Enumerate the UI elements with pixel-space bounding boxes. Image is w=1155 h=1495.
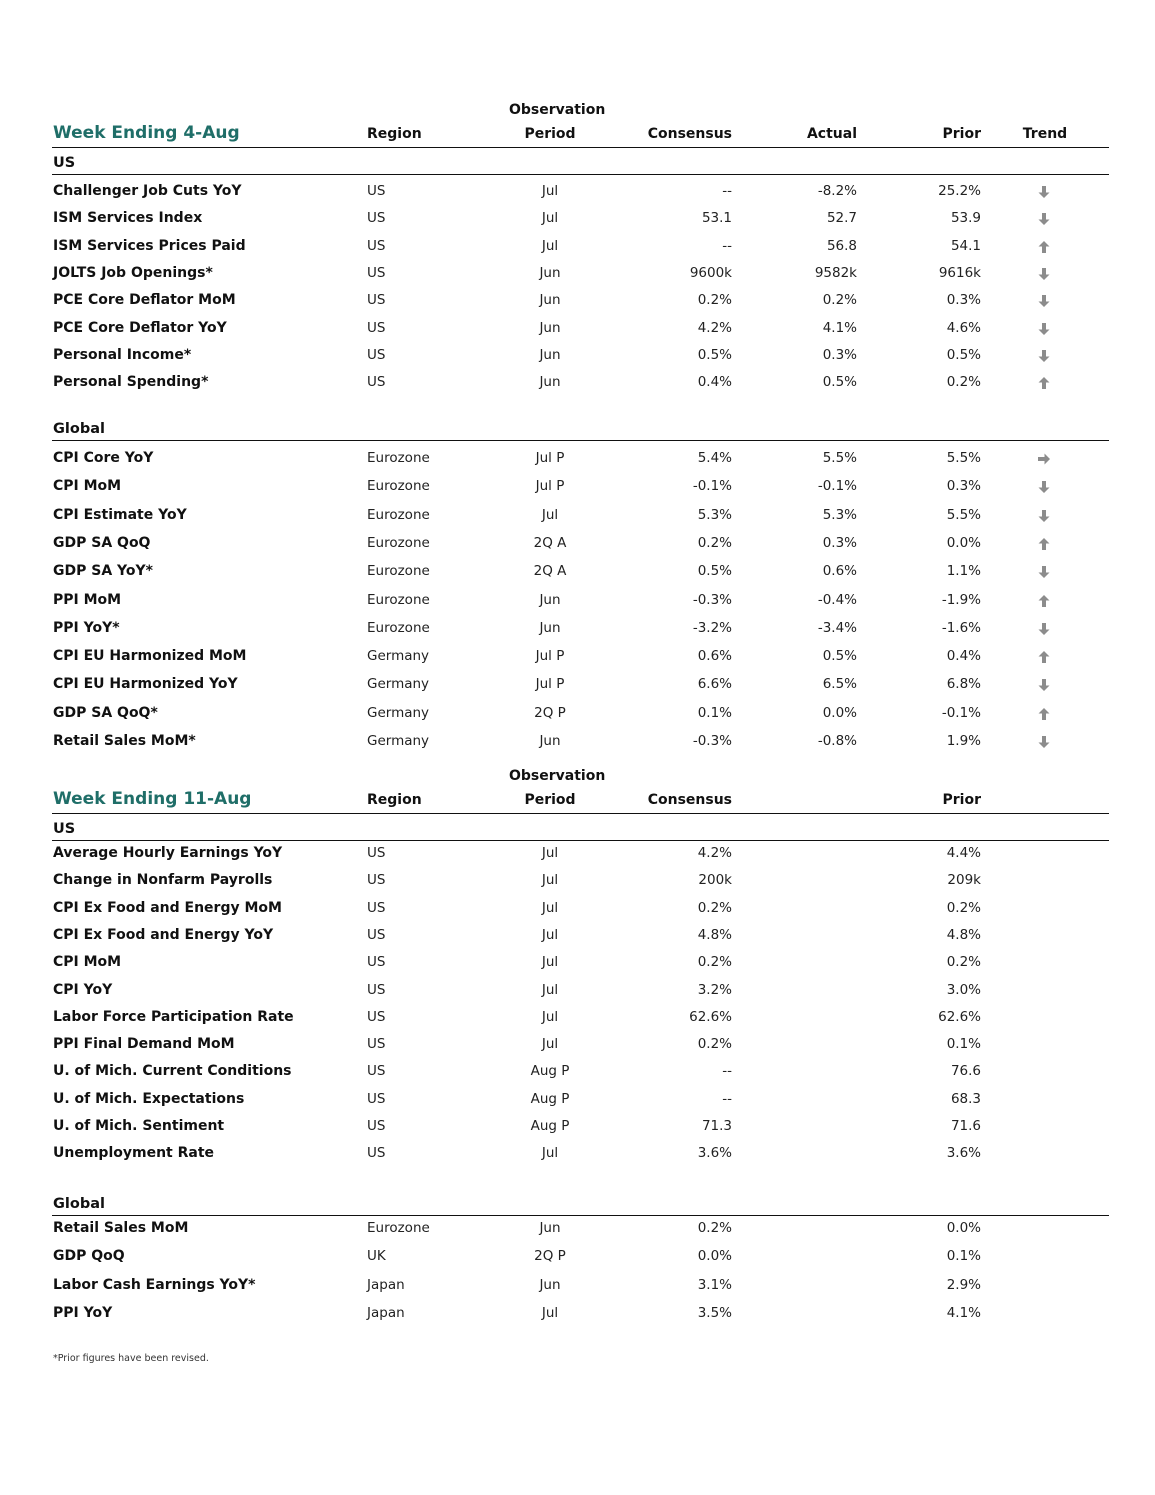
actual-cell: -0.4% xyxy=(817,592,857,608)
actual-cell: -3.4% xyxy=(817,620,857,636)
s1-header-prior: Prior xyxy=(942,126,981,142)
s2-group-us-label: US xyxy=(53,821,76,837)
region-cell: Eurozone xyxy=(367,563,430,579)
consensus-cell: 4.2% xyxy=(697,320,732,336)
actual-cell: -0.1% xyxy=(817,478,857,494)
consensus-cell: 0.2% xyxy=(697,535,732,551)
indicator-name: U. of Mich. Sentiment xyxy=(53,1118,225,1134)
prior-cell: 0.3% xyxy=(946,478,981,494)
region-cell: Eurozone xyxy=(367,620,430,636)
indicator-name: Challenger Job Cuts YoY xyxy=(53,183,242,199)
indicator-name: CPI EU Harmonized MoM xyxy=(53,648,247,664)
s1-header-actual: Actual xyxy=(806,126,857,142)
s2-header-prior: Prior xyxy=(942,792,981,808)
trend-down-arrow-icon xyxy=(1037,508,1051,522)
period-cell: Jun xyxy=(539,733,561,749)
period-cell: 2Q P xyxy=(534,1248,566,1264)
period-cell: 2Q A xyxy=(533,535,567,551)
trend-down-arrow-icon xyxy=(1037,321,1051,335)
consensus-cell: 4.2% xyxy=(697,845,732,861)
prior-cell: 71.6 xyxy=(950,1118,981,1134)
period-cell: Jul P xyxy=(535,478,565,494)
indicator-name: Retail Sales MoM* xyxy=(53,733,196,749)
s2-group-global-rule xyxy=(52,1215,1109,1216)
prior-cell: -1.6% xyxy=(941,620,981,636)
consensus-cell: 0.2% xyxy=(697,900,732,916)
period-cell: Jul xyxy=(541,927,559,943)
consensus-cell: 5.3% xyxy=(697,507,732,523)
consensus-cell: 3.1% xyxy=(697,1277,732,1293)
consensus-cell: 0.0% xyxy=(697,1248,732,1264)
prior-cell: 5.5% xyxy=(946,507,981,523)
consensus-cell: 3.5% xyxy=(697,1305,732,1321)
period-cell: Jul xyxy=(541,210,559,226)
actual-cell: 4.1% xyxy=(822,320,857,336)
indicator-name: Retail Sales MoM xyxy=(53,1220,189,1236)
prior-cell: 209k xyxy=(947,872,981,888)
prior-cell: 9616k xyxy=(938,265,981,281)
prior-cell: 76.6 xyxy=(950,1063,981,1079)
s2-header-region: Region xyxy=(367,792,422,808)
s1-group-us-rule xyxy=(52,174,1109,175)
region-cell: US xyxy=(367,1145,386,1161)
consensus-cell: 0.1% xyxy=(697,705,732,721)
consensus-cell: -- xyxy=(722,1091,732,1107)
s2-group-us-rule xyxy=(52,840,1109,841)
period-cell: Jul xyxy=(541,845,559,861)
prior-cell: 0.2% xyxy=(946,374,981,390)
period-cell: Jul xyxy=(541,982,559,998)
indicator-name: U. of Mich. Expectations xyxy=(53,1091,245,1107)
region-cell: Japan xyxy=(367,1305,405,1321)
period-cell: Jul xyxy=(541,1305,559,1321)
trend-down-arrow-icon xyxy=(1037,348,1051,362)
prior-cell: 2.9% xyxy=(946,1277,981,1293)
trend-down-arrow-icon xyxy=(1037,266,1051,280)
prior-cell: 0.0% xyxy=(946,535,981,551)
footnote: *Prior figures have been revised. xyxy=(53,1353,209,1364)
prior-cell: 0.1% xyxy=(946,1036,981,1052)
trend-right-arrow-icon xyxy=(1037,451,1051,465)
region-cell: UK xyxy=(367,1248,386,1264)
actual-cell: 0.3% xyxy=(822,347,857,363)
consensus-cell: 0.2% xyxy=(697,954,732,970)
prior-cell: 0.5% xyxy=(946,347,981,363)
prior-cell: 3.6% xyxy=(946,1145,981,1161)
indicator-name: Unemployment Rate xyxy=(53,1145,215,1161)
region-cell: US xyxy=(367,1009,386,1025)
region-cell: Germany xyxy=(367,676,430,692)
region-cell: US xyxy=(367,1063,386,1079)
consensus-cell: 53.1 xyxy=(701,210,732,226)
period-cell: Jun xyxy=(539,592,561,608)
period-cell: Jul xyxy=(541,872,559,888)
period-cell: Jul xyxy=(541,900,559,916)
indicator-name: CPI Ex Food and Energy YoY xyxy=(53,927,274,943)
prior-cell: 0.2% xyxy=(946,954,981,970)
s1-header-observation: Observation xyxy=(509,102,606,118)
consensus-cell: 0.6% xyxy=(697,648,732,664)
indicator-name: PPI YoY* xyxy=(53,620,120,636)
prior-cell: 54.1 xyxy=(950,238,981,254)
prior-cell: 4.1% xyxy=(946,1305,981,1321)
trend-up-arrow-icon xyxy=(1037,536,1051,550)
indicator-name: CPI YoY xyxy=(53,982,113,998)
consensus-cell: 3.2% xyxy=(697,982,732,998)
consensus-cell: -3.2% xyxy=(692,620,732,636)
region-cell: Japan xyxy=(367,1277,405,1293)
s1-group-global-label: Global xyxy=(53,421,105,437)
s2-header-rule xyxy=(52,813,1109,814)
actual-cell: 6.5% xyxy=(822,676,857,692)
prior-cell: 1.9% xyxy=(946,733,981,749)
region-cell: US xyxy=(367,1091,386,1107)
prior-cell: 0.4% xyxy=(946,648,981,664)
prior-cell: 0.2% xyxy=(946,900,981,916)
actual-cell: 0.5% xyxy=(822,648,857,664)
prior-cell: 68.3 xyxy=(950,1091,981,1107)
period-cell: Aug P xyxy=(530,1118,570,1134)
prior-cell: 0.3% xyxy=(946,292,981,308)
consensus-cell: -- xyxy=(722,183,732,199)
indicator-name: Personal Spending* xyxy=(53,374,209,390)
consensus-cell: 62.6% xyxy=(689,1009,732,1025)
region-cell: Germany xyxy=(367,733,430,749)
indicator-name: CPI EU Harmonized YoY xyxy=(53,676,238,692)
s1-header-period: Period xyxy=(524,126,576,142)
trend-down-arrow-icon xyxy=(1037,479,1051,493)
prior-cell: 5.5% xyxy=(946,450,981,466)
consensus-cell: 3.6% xyxy=(697,1145,732,1161)
trend-up-arrow-icon xyxy=(1037,593,1051,607)
indicator-name: CPI Core YoY xyxy=(53,450,154,466)
s1-title: Week Ending 4-Aug xyxy=(53,123,240,143)
region-cell: Eurozone xyxy=(367,535,430,551)
s1-header-rule xyxy=(52,147,1109,148)
consensus-cell: 4.8% xyxy=(697,927,732,943)
region-cell: US xyxy=(367,872,386,888)
consensus-cell: -0.3% xyxy=(692,592,732,608)
region-cell: US xyxy=(367,374,386,390)
prior-cell: 6.8% xyxy=(946,676,981,692)
indicator-name: ISM Services Index xyxy=(53,210,203,226)
region-cell: US xyxy=(367,347,386,363)
region-cell: US xyxy=(367,210,386,226)
period-cell: Jul P xyxy=(535,676,565,692)
s2-header-observation: Observation xyxy=(509,768,606,784)
prior-cell: 4.4% xyxy=(946,845,981,861)
s1-group-us-label: US xyxy=(53,155,76,171)
region-cell: US xyxy=(367,238,386,254)
s1-header-consensus: Consensus xyxy=(647,126,732,142)
consensus-cell: 200k xyxy=(698,872,732,888)
consensus-cell: 6.6% xyxy=(697,676,732,692)
indicator-name: Personal Income* xyxy=(53,347,192,363)
region-cell: Eurozone xyxy=(367,1220,430,1236)
consensus-cell: 0.5% xyxy=(697,563,732,579)
region-cell: US xyxy=(367,292,386,308)
indicator-name: Labor Cash Earnings YoY* xyxy=(53,1277,256,1293)
region-cell: US xyxy=(367,982,386,998)
prior-cell: 53.9 xyxy=(950,210,981,226)
period-cell: Jul P xyxy=(535,648,565,664)
actual-cell: 56.8 xyxy=(826,238,857,254)
trend-up-arrow-icon xyxy=(1037,375,1051,389)
s2-title: Week Ending 11-Aug xyxy=(53,789,252,809)
region-cell: US xyxy=(367,954,386,970)
period-cell: Jul P xyxy=(535,450,565,466)
period-cell: Jul xyxy=(541,1009,559,1025)
indicator-name: CPI MoM xyxy=(53,954,122,970)
actual-cell: 0.2% xyxy=(822,292,857,308)
actual-cell: 9582k xyxy=(814,265,857,281)
s1-header-region: Region xyxy=(367,126,422,142)
region-cell: Germany xyxy=(367,705,430,721)
region-cell: US xyxy=(367,900,386,916)
region-cell: Germany xyxy=(367,648,430,664)
indicator-name: CPI MoM xyxy=(53,478,122,494)
indicator-name: Average Hourly Earnings YoY xyxy=(53,845,283,861)
consensus-cell: -0.3% xyxy=(692,733,732,749)
indicator-name: GDP SA YoY* xyxy=(53,563,153,579)
region-cell: US xyxy=(367,183,386,199)
indicator-name: CPI Ex Food and Energy MoM xyxy=(53,900,282,916)
region-cell: Eurozone xyxy=(367,592,430,608)
trend-down-arrow-icon xyxy=(1037,564,1051,578)
period-cell: Jun xyxy=(539,620,561,636)
prior-cell: 0.0% xyxy=(946,1220,981,1236)
period-cell: Jul xyxy=(541,1145,559,1161)
indicator-name: GDP SA QoQ xyxy=(53,535,151,551)
region-cell: Eurozone xyxy=(367,507,430,523)
trend-down-arrow-icon xyxy=(1037,677,1051,691)
period-cell: Jun xyxy=(539,1220,561,1236)
period-cell: Jun xyxy=(539,265,561,281)
region-cell: US xyxy=(367,927,386,943)
indicator-name: GDP SA QoQ* xyxy=(53,705,158,721)
trend-down-arrow-icon xyxy=(1037,211,1051,225)
period-cell: 2Q P xyxy=(534,705,566,721)
region-cell: US xyxy=(367,1118,386,1134)
period-cell: Jul xyxy=(541,507,559,523)
trend-up-arrow-icon xyxy=(1037,649,1051,663)
prior-cell: 3.0% xyxy=(946,982,981,998)
s1-header-trend: Trend xyxy=(1022,126,1068,142)
prior-cell: 62.6% xyxy=(938,1009,981,1025)
period-cell: Jul xyxy=(541,183,559,199)
consensus-cell: 0.4% xyxy=(697,374,732,390)
trend-down-arrow-icon xyxy=(1037,293,1051,307)
trend-down-arrow-icon xyxy=(1037,734,1051,748)
region-cell: Eurozone xyxy=(367,450,430,466)
s2-group-global-label: Global xyxy=(53,1196,105,1212)
prior-cell: -0.1% xyxy=(941,705,981,721)
consensus-cell: -- xyxy=(722,238,732,254)
s2-header-consensus: Consensus xyxy=(647,792,732,808)
actual-cell: 0.0% xyxy=(822,705,857,721)
indicator-name: Change in Nonfarm Payrolls xyxy=(53,872,273,888)
consensus-cell: 0.2% xyxy=(697,292,732,308)
actual-cell: -8.2% xyxy=(817,183,857,199)
indicator-name: JOLTS Job Openings* xyxy=(53,265,213,281)
indicator-name: PCE Core Deflator MoM xyxy=(53,292,236,308)
period-cell: 2Q A xyxy=(533,563,567,579)
region-cell: US xyxy=(367,265,386,281)
consensus-cell: 5.4% xyxy=(697,450,732,466)
consensus-cell: -0.1% xyxy=(692,478,732,494)
indicator-name: PCE Core Deflator YoY xyxy=(53,320,227,336)
region-cell: US xyxy=(367,1036,386,1052)
period-cell: Jul xyxy=(541,238,559,254)
period-cell: Aug P xyxy=(530,1091,570,1107)
prior-cell: 1.1% xyxy=(946,563,981,579)
prior-cell: 4.6% xyxy=(946,320,981,336)
region-cell: US xyxy=(367,845,386,861)
indicator-name: PPI Final Demand MoM xyxy=(53,1036,235,1052)
actual-cell: 5.5% xyxy=(822,450,857,466)
period-cell: Jun xyxy=(539,347,561,363)
period-cell: Jun xyxy=(539,1277,561,1293)
s2-header-period: Period xyxy=(524,792,576,808)
consensus-cell: 9600k xyxy=(689,265,732,281)
region-cell: Eurozone xyxy=(367,478,430,494)
actual-cell: 52.7 xyxy=(826,210,857,226)
consensus-cell: 0.2% xyxy=(697,1220,732,1236)
consensus-cell: -- xyxy=(722,1063,732,1079)
indicator-name: PPI MoM xyxy=(53,592,122,608)
region-cell: US xyxy=(367,320,386,336)
actual-cell: 0.3% xyxy=(822,535,857,551)
period-cell: Jul xyxy=(541,1036,559,1052)
period-cell: Jun xyxy=(539,374,561,390)
indicator-name: Labor Force Participation Rate xyxy=(53,1009,294,1025)
actual-cell: 0.5% xyxy=(822,374,857,390)
period-cell: Jun xyxy=(539,292,561,308)
prior-cell: 0.1% xyxy=(946,1248,981,1264)
actual-cell: 5.3% xyxy=(822,507,857,523)
actual-cell: 0.6% xyxy=(822,563,857,579)
indicator-name: U. of Mich. Current Conditions xyxy=(53,1063,292,1079)
indicator-name: CPI Estimate YoY xyxy=(53,507,187,523)
trend-up-arrow-icon xyxy=(1037,706,1051,720)
trend-up-arrow-icon xyxy=(1037,239,1051,253)
consensus-cell: 0.5% xyxy=(697,347,732,363)
actual-cell: -0.8% xyxy=(817,733,857,749)
s1-group-global-rule xyxy=(52,440,1109,441)
period-cell: Jun xyxy=(539,320,561,336)
prior-cell: 25.2% xyxy=(938,183,981,199)
consensus-cell: 0.2% xyxy=(697,1036,732,1052)
trend-down-arrow-icon xyxy=(1037,621,1051,635)
indicator-name: GDP QoQ xyxy=(53,1248,125,1264)
prior-cell: 4.8% xyxy=(946,927,981,943)
indicator-name: PPI YoY xyxy=(53,1305,113,1321)
period-cell: Aug P xyxy=(530,1063,570,1079)
period-cell: Jul xyxy=(541,954,559,970)
consensus-cell: 71.3 xyxy=(701,1118,732,1134)
prior-cell: -1.9% xyxy=(941,592,981,608)
trend-down-arrow-icon xyxy=(1037,184,1051,198)
indicator-name: ISM Services Prices Paid xyxy=(53,238,246,254)
